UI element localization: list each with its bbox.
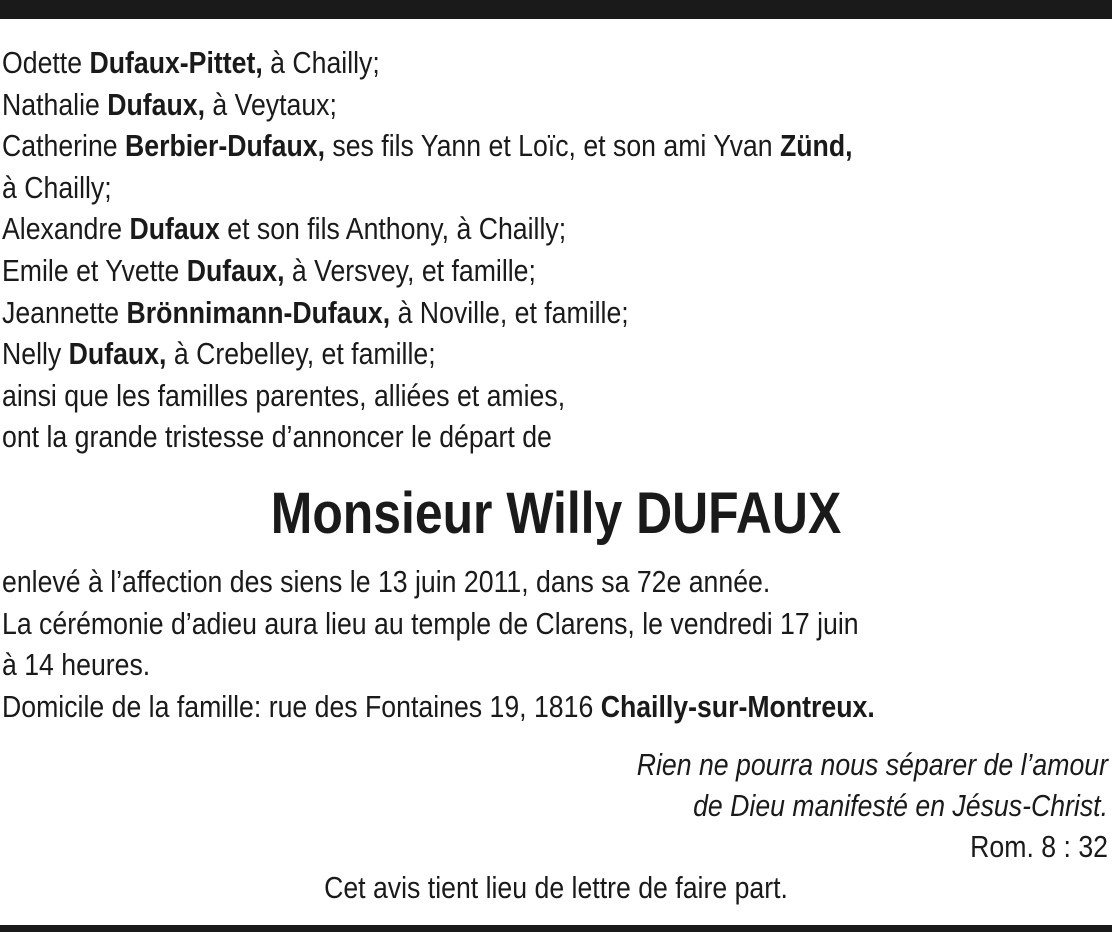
town-text: Chailly-sur-Montreux. (600, 688, 875, 724)
family-line (2, 375, 1110, 417)
family-line (2, 208, 1110, 250)
detail-line (2, 686, 1110, 728)
address-text: Domicile de la famille: rue des Fontaines 19, 1816 (2, 688, 601, 724)
surname-text: Dufaux-Pittet, (89, 45, 263, 80)
deceased-name-heading: Monsieur Willy DUFAUX (270, 481, 842, 546)
name-text: Catherine (2, 128, 126, 164)
surname-text: Dufaux, (186, 252, 285, 288)
surname-text: Dufaux, (107, 86, 206, 122)
family-line (2, 292, 1110, 334)
family-line (2, 416, 1110, 458)
place-text: à Chailly; (2, 169, 112, 205)
quote-reference: Rom. 8 : 32 (970, 829, 1108, 864)
surname-text: Dufaux, (68, 336, 167, 372)
top-rule (0, 0, 1112, 19)
family-line (2, 167, 1110, 209)
place-text: à Noville, et famille; (390, 294, 629, 330)
place-text: ses fils Yann et Loïc, et son ami Yvan (324, 128, 780, 164)
quote-line: Rien ne pourra nous séparer de l’amour (636, 747, 1108, 782)
family-line (2, 125, 1110, 167)
surname-text: Dufaux (129, 211, 220, 247)
body-text: ont la grande tristesse d’annoncer le départ de (2, 419, 552, 455)
bible-quote (637, 744, 1108, 867)
name-text: Nelly (2, 336, 69, 372)
place-text: à Veytaux; (205, 86, 337, 122)
name-text: Nathalie (2, 86, 108, 122)
family-line (2, 84, 1110, 126)
detail-line: enlevé à l’affection des siens le 13 juin 2011, dans sa 72e année. (2, 564, 771, 599)
family-line (2, 42, 1110, 84)
name-text: Emile et Yvette (2, 252, 187, 288)
family-line (2, 333, 1110, 375)
bottom-rule (0, 925, 1112, 932)
body-text: ainsi que les familles parentes, alliées et amies, (2, 377, 566, 413)
family-line (2, 250, 1110, 292)
detail-line: La cérémonie d’adieu aura lieu au temple de Clarens, le vendredi 17 juin (2, 605, 859, 641)
name-text: Jeannette (2, 294, 127, 330)
surname-text: Zünd, (779, 128, 853, 164)
place-text: et son fils Anthony, à Chailly; (219, 211, 567, 247)
detail-line: à 14 heures. (2, 647, 151, 683)
place-text: à Crebelley, et famille; (166, 336, 436, 372)
quote-line: de Dieu manifesté en Jésus-Christ. (693, 788, 1108, 823)
details-block (2, 561, 1110, 727)
footer-note: Cet avis tient lieu de lettre de faire part. (324, 870, 788, 905)
name-text: Odette (2, 45, 90, 80)
surname-text: Berbier-Dufaux, (125, 128, 325, 164)
family-list (2, 42, 1110, 458)
place-text: à Chailly; (262, 45, 380, 80)
place-text: à Versvey, et famille; (284, 252, 536, 288)
name-text: Alexandre (2, 211, 130, 247)
surname-text: Brönnimann-Dufaux, (126, 294, 391, 330)
